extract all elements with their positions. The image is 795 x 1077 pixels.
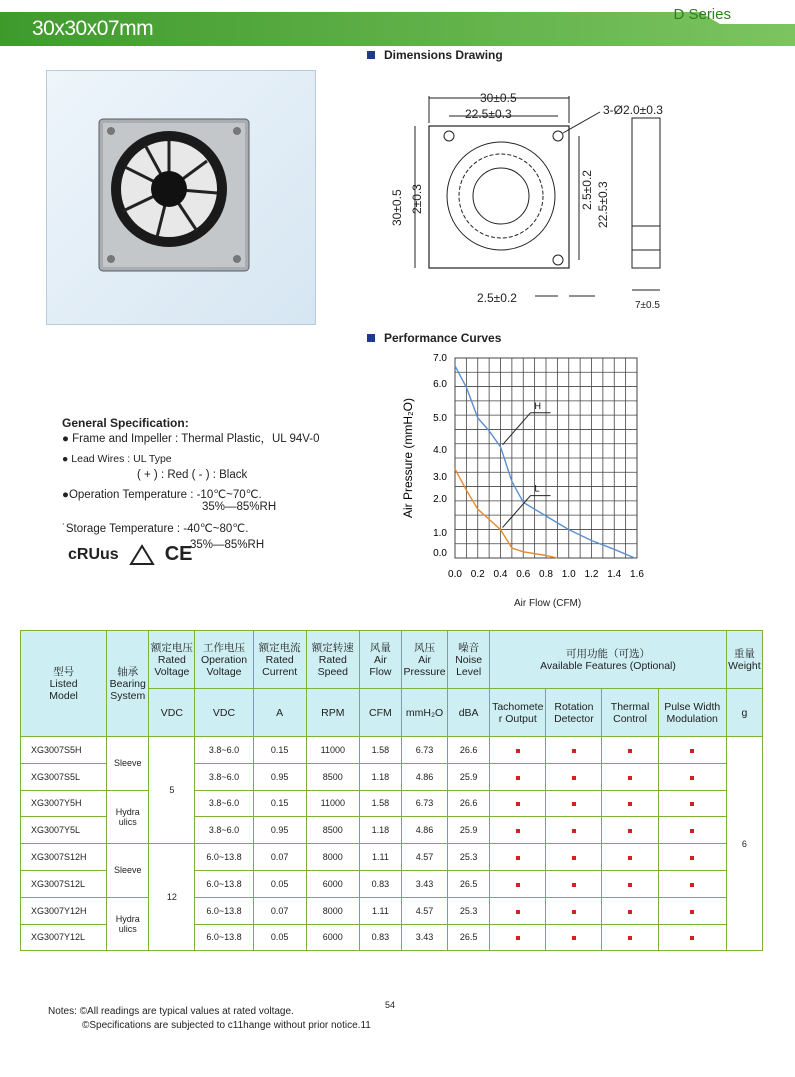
table-row — [21, 897, 763, 924]
feature-dot — [602, 897, 658, 924]
dim-width-hole: 22.5±0.3 — [465, 107, 512, 121]
feature-rotation-detector: Rotation Detector — [546, 689, 602, 737]
performance-heading: Performance Curves — [367, 331, 501, 345]
cell-rpm: 8000 — [306, 844, 359, 871]
y-tick-label: 7.0 — [433, 353, 447, 364]
feature-dot — [490, 844, 546, 871]
feature-dot — [490, 817, 546, 844]
cell-db: 25.3 — [448, 897, 490, 924]
cell-db: 25.3 — [448, 844, 490, 871]
feature-dot — [602, 844, 658, 871]
cell-cur: 0.05 — [253, 870, 306, 897]
y-tick-label: 2.0 — [433, 494, 447, 505]
bullet-square-icon — [367, 51, 375, 59]
ul-logo: cRUus — [68, 545, 119, 563]
general-specification: General Specification: ● Frame and Impeller : Thermal Plastic，UL 94V-0 ● Lead Wires : UL Type ( + ) : Red ( - ) : Black ●Operation Temperature : -10℃~70℃. 35%—85%RH ˙Storage Temperature : -40℃~80℃. 35%—85%RH — [62, 416, 320, 551]
dimensions-drawing — [385, 78, 695, 313]
y-tick-label: 0.0 — [433, 548, 447, 559]
feature-tachometer: Tachomete r Output — [490, 689, 546, 737]
unit-voltage: VDC — [149, 689, 195, 737]
unit-opvolt: VDC — [195, 689, 253, 737]
cell-mm: 4.57 — [401, 897, 447, 924]
feature-dot — [546, 844, 602, 871]
feature-dot — [490, 870, 546, 897]
feature-dot — [658, 790, 726, 817]
cell-cur: 0.15 — [253, 790, 306, 817]
certification-logos — [68, 543, 192, 566]
cell-cfm: 1.11 — [359, 897, 401, 924]
x-tick-label: 0.6 — [516, 569, 531, 580]
spec-title: General Specification: — [62, 416, 189, 430]
cell-op: 3.8~6.0 — [195, 763, 253, 790]
cell-db: 25.9 — [448, 763, 490, 790]
cell-cur: 0.15 — [253, 737, 306, 764]
col-air-pressure: 风压 Air Pressure — [401, 631, 447, 689]
feature-dot — [546, 763, 602, 790]
cell-mm: 4.86 — [401, 763, 447, 790]
y-tick-label: 6.0 — [433, 379, 447, 390]
feature-dot — [658, 844, 726, 871]
feature-dot — [602, 763, 658, 790]
feature-dot — [602, 790, 658, 817]
cell-cfm: 1.18 — [359, 763, 401, 790]
cell-db: 26.5 — [448, 924, 490, 951]
cell-op: 6.0~13.8 — [195, 897, 253, 924]
cell-db: 26.6 — [448, 737, 490, 764]
cell-rpm: 8000 — [306, 897, 359, 924]
series-label: L — [534, 483, 540, 494]
x-tick-label: 1.2 — [584, 569, 599, 580]
dimensions-heading: Dimensions Drawing — [367, 48, 503, 62]
spec-operation-temp: Operation Temperature : -10℃~70℃. — [68, 489, 262, 501]
cell-cur: 0.07 — [253, 897, 306, 924]
dim-height-edge: 2±0.3 — [410, 184, 424, 214]
cell-op: 6.0~13.8 — [195, 924, 253, 951]
feature-thermal-control: Thermal Control — [602, 689, 658, 737]
feature-dot — [490, 924, 546, 951]
feature-dot — [658, 763, 726, 790]
note-2: ©Specifications are subjected to c11hange without prior notice.11 — [82, 1020, 371, 1031]
feature-dot — [490, 737, 546, 764]
ce-logo: CE — [164, 543, 193, 565]
cell-model: XG3007Y12H — [21, 897, 107, 924]
feature-dot — [490, 790, 546, 817]
cell-cur: 0.07 — [253, 844, 306, 871]
bullet-square-icon — [367, 334, 375, 342]
col-features: 可用功能（可选） Available Features (Optional) — [490, 631, 727, 689]
dim-right-edge: 2.5±0.2 — [580, 170, 594, 210]
dim-height-outer: 30±0.5 — [390, 189, 404, 226]
col-operation-voltage: 工作电压 Operation Voltage — [195, 631, 253, 689]
cell-bearing: Sleeve — [107, 844, 149, 898]
cell-model: XG3007Y12L — [21, 924, 107, 951]
feature-dot — [546, 790, 602, 817]
product-photo — [46, 70, 316, 325]
feature-dot — [658, 817, 726, 844]
feature-dot — [546, 870, 602, 897]
feature-dot — [602, 870, 658, 897]
cell-op: 6.0~13.8 — [195, 844, 253, 871]
page-number: 54 — [385, 1000, 396, 1010]
cell-mm: 6.73 — [401, 790, 447, 817]
dim-right-hole: 22.5±0.3 — [596, 181, 610, 228]
cell-op: 3.8~6.0 — [195, 737, 253, 764]
cell-rpm: 8500 — [306, 763, 359, 790]
dim-hole-spec: 3-Ø2.0±0.3 — [603, 103, 663, 117]
x-tick-label: 1.6 — [630, 569, 644, 580]
cell-rpm: 6000 — [306, 924, 359, 951]
feature-dot — [546, 737, 602, 764]
feature-dot — [658, 924, 726, 951]
cell-model: XG3007S5H — [21, 737, 107, 764]
y-axis-label: Air Pressure (mmH₂O) — [401, 398, 415, 518]
x-tick-label: 0.2 — [470, 569, 485, 580]
cell-model: XG3007Y5H — [21, 790, 107, 817]
col-speed: 额定转速 Rated Speed — [306, 631, 359, 689]
spec-lead-wires: Lead Wires : UL Type — [71, 453, 172, 465]
feature-dot — [658, 870, 726, 897]
cell-mm: 3.43 — [401, 870, 447, 897]
series-label: H — [534, 400, 541, 411]
col-current: 额定电流 Rated Current — [253, 631, 306, 689]
cell-op: 6.0~13.8 — [195, 870, 253, 897]
x-tick-label: 0.8 — [539, 569, 553, 580]
cell-model: XG3007S5L — [21, 763, 107, 790]
feature-dot — [546, 897, 602, 924]
cell-db: 26.6 — [448, 790, 490, 817]
cell-mm: 6.73 — [401, 737, 447, 764]
feature-dot — [602, 737, 658, 764]
cell-cfm: 1.11 — [359, 844, 401, 871]
dim-thickness: 7±0.5 — [635, 300, 660, 311]
performance-chart — [395, 350, 655, 586]
cell-cur: 0.95 — [253, 817, 306, 844]
cell-db: 26.5 — [448, 870, 490, 897]
cell-bearing: Hydra ulics — [107, 790, 149, 844]
feature-dot — [490, 763, 546, 790]
unit-flow: CFM — [359, 689, 401, 737]
spec-storage-humidity: 35%—85%RH — [190, 539, 265, 551]
cell-cfm: 1.18 — [359, 817, 401, 844]
col-noise: 噪音 Noise Level — [448, 631, 490, 689]
warning-triangle-icon — [129, 544, 155, 566]
dim-width-outer: 30±0.5 — [480, 91, 517, 105]
col-weight: 重量 Weight — [726, 631, 762, 689]
feature-dot — [602, 817, 658, 844]
col-rated-voltage: 额定电压 Rated Voltage — [149, 631, 195, 689]
cell-mm: 3.43 — [401, 924, 447, 951]
spec-operation-humidity: 35%—85%RH — [202, 501, 277, 513]
cell-rpm: 11000 — [306, 790, 359, 817]
feature-dot — [546, 924, 602, 951]
table-row — [21, 737, 763, 764]
col-bearing: 轴承 Bearing System — [107, 631, 149, 737]
cell-model: XG3007S12L — [21, 870, 107, 897]
x-tick-label: 0.4 — [493, 569, 508, 580]
cell-model: XG3007S12H — [21, 844, 107, 871]
feature-dot — [658, 897, 726, 924]
cell-cfm: 0.83 — [359, 870, 401, 897]
cell-op: 3.8~6.0 — [195, 817, 253, 844]
col-model: 型号 Listed Model — [21, 631, 107, 737]
cell-db: 25.9 — [448, 817, 490, 844]
y-tick-label: 4.0 — [433, 445, 447, 456]
cell-model: XG3007Y5L — [21, 817, 107, 844]
table-row — [21, 790, 763, 817]
series-label: D Series — [673, 6, 731, 23]
spec-frame: Frame and Impeller : Thermal Plastic，UL 94V-0 — [72, 433, 320, 445]
y-tick-label: 5.0 — [433, 413, 447, 424]
spec-storage-temp: Storage Temperature : -40℃~80℃. — [65, 523, 249, 535]
x-tick-label: 1.0 — [561, 569, 576, 580]
chart-x-axis-label: Air Flow (CFM) — [514, 598, 582, 609]
feature-dot — [490, 897, 546, 924]
cell-rpm: 6000 — [306, 870, 359, 897]
y-tick-label: 1.0 — [433, 528, 447, 539]
unit-weight: g — [726, 689, 762, 737]
cell-bearing: Hydra ulics — [107, 897, 149, 951]
cell-cfm: 1.58 — [359, 737, 401, 764]
page-title: 30x30x07mm — [32, 17, 154, 40]
table-row — [21, 844, 763, 871]
note-1: ©All readings are typical values at rated voltage. — [79, 1006, 294, 1017]
feature-dot — [546, 817, 602, 844]
cell-mm: 4.57 — [401, 844, 447, 871]
y-tick-label: 3.0 — [433, 472, 447, 483]
spec-table — [20, 630, 763, 951]
cell-mm: 4.86 — [401, 817, 447, 844]
feature-dot — [658, 737, 726, 764]
dim-bottom-edge: 2.5±0.2 — [477, 291, 517, 305]
cell-cur: 0.95 — [253, 763, 306, 790]
notes-label: Notes: — [48, 1006, 77, 1017]
cell-cfm: 0.83 — [359, 924, 401, 951]
unit-pressure: mmH₂O — [401, 689, 447, 737]
feature-pwm: Pulse Width Modulation — [658, 689, 726, 737]
feature-dot — [602, 924, 658, 951]
cell-weight: 6 — [726, 737, 762, 951]
cell-cur: 0.05 — [253, 924, 306, 951]
spec-lead-colors: ( + ) : Red ( - ) : Black — [137, 469, 248, 481]
cell-cfm: 1.58 — [359, 790, 401, 817]
x-tick-label: 1.4 — [607, 569, 622, 580]
cell-bearing: Sleeve — [107, 737, 149, 791]
cell-rated-voltage: 12 — [149, 844, 195, 951]
unit-noise: dBA — [448, 689, 490, 737]
col-air-flow: 风量 Air Flow — [359, 631, 401, 689]
cell-rated-voltage: 5 — [149, 737, 195, 844]
cell-rpm: 8500 — [306, 817, 359, 844]
cell-op: 3.8~6.0 — [195, 790, 253, 817]
notes — [48, 1005, 371, 1033]
unit-current: A — [253, 689, 306, 737]
cell-rpm: 11000 — [306, 737, 359, 764]
unit-speed: RPM — [306, 689, 359, 737]
x-tick-label: 0.0 — [448, 569, 462, 580]
